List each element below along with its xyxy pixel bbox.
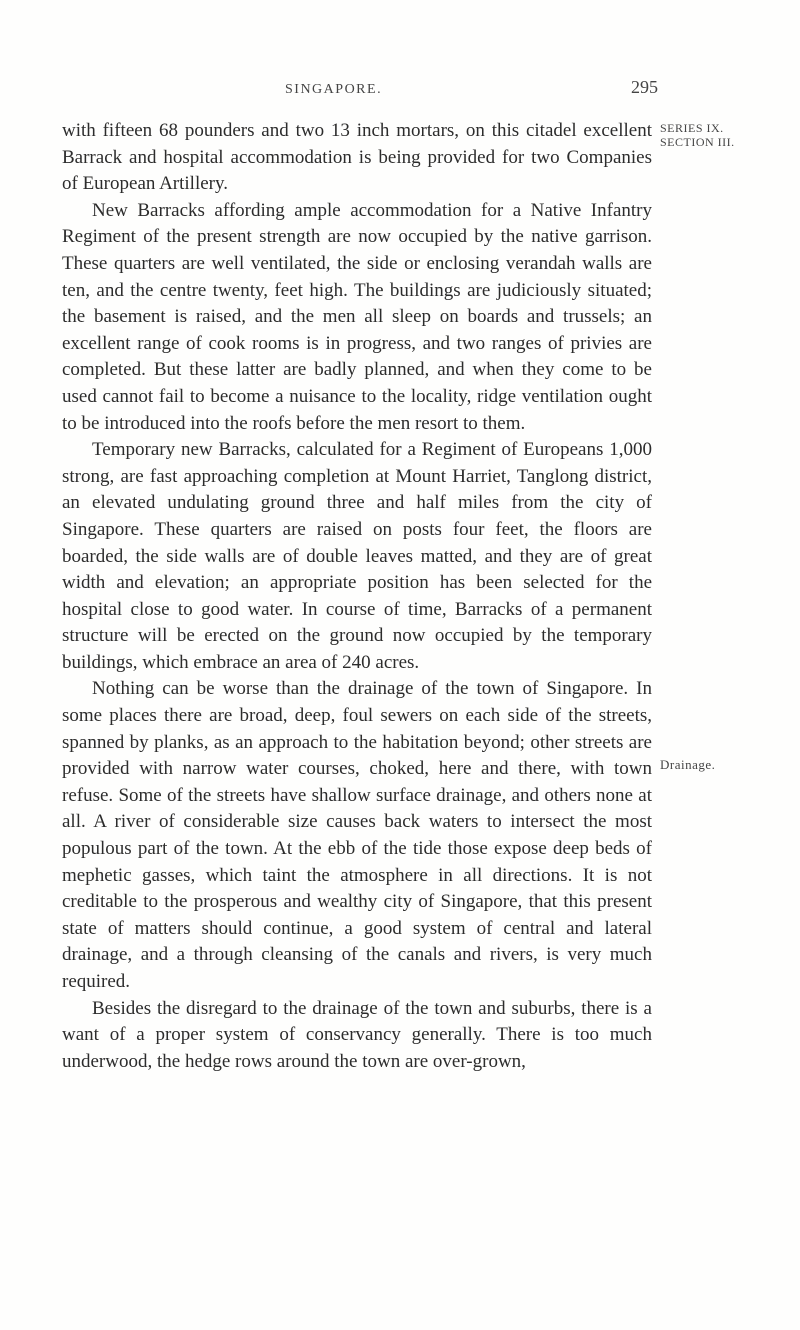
page-number: 295	[631, 77, 658, 97]
paragraph: Temporary new Barracks, calculated for a Regiment of Europeans 1,000 strong, are fast approaching completion at Mount Harriet, Tanglong district, an elevated undulating ground three and half miles from the city of Singapore. These quarters are raised on posts four feet, the floors are boarded, the side walls are of double leaves matted, and they are of great width and elevation; an appropriate position has been selected for the hospital close to good water. In course of time, Barracks of a permanent structure will be erected on the ground now occupied by the temporary buildings, which embrace an area of 240 acres.	[62, 439, 652, 673]
margin-note-drainage: Drainage.	[660, 757, 716, 772]
paragraph: with fifteen 68 pounders and two 13 inch mortars, on this citadel excellent Barrack and hospital accommodation is being provided for two Companies of European Artillery.	[62, 120, 652, 195]
section-label: SECTION III.	[660, 135, 735, 149]
paragraph: New Barracks affording ample accommodation for a Native Infantry Regiment of the present strength are now occupied by the native garrison. These quarters are well ventilated, the side or enclosing verandah walls are ten, and the centre twenty, feet high. The buildings are judiciously situated; the basement is raised, and the men all sleep on boards and trussels; an excellent range of cook rooms is in progress, and two ranges of privies are completed. But these latter are badly planned, and when they come to be used cannot fail to become a nuisance to the locality, ridge ventilation ought to be introduced into the roofs before the men resort to them.	[62, 199, 652, 434]
body-text	[62, 118, 652, 1075]
paragraph: Nothing can be worse than the drainage of the town of Singapore. In some places there are broad, deep, foul sewers on each side of the streets, spanned by planks, as an approach to the habitation beyond; other streets are provided with narrow water courses, choked, here and there, with town refuse. Some of the streets have shallow surface drainage, and others none at all. A river of considerable size causes back waters to intersect the most populous part of the town. At the ebb of the tide those expose deep beds of mephetic gasses, which taint the atmosphere in all directions. It is not creditable to the prosperous and wealthy city of Singapore, that this present state of matters should continue, a good system of central and lateral drainage, and a through cleansing of the canals and rivers, is very much required.	[62, 678, 652, 992]
running-title: SINGAPORE.	[285, 82, 383, 97]
series-label: SERIES IX.	[660, 121, 724, 135]
margin-note-series	[660, 121, 735, 149]
paragraph: Besides the disregard to the drainage of the town and suburbs, there is a want of a proper system of conservancy generally. There is too much underwood, the hedge rows around the town are over-grown,	[62, 997, 652, 1072]
